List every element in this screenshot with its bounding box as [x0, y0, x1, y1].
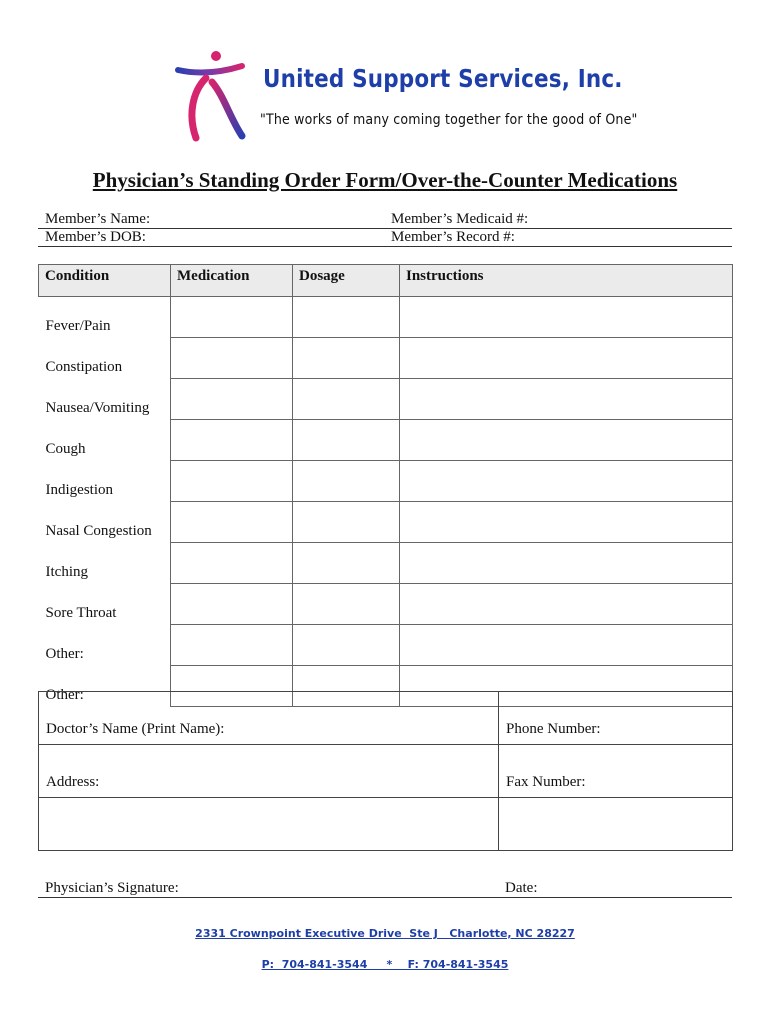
table-row: [39, 543, 733, 584]
medication-cell[interactable]: [171, 543, 293, 584]
condition-cell: Other:: [39, 625, 171, 666]
company-name: United Support Services, Inc.: [263, 64, 623, 93]
doctor-row: [39, 692, 733, 745]
member-dob-label: Member’s DOB:: [45, 229, 146, 245]
dosage-cell[interactable]: [293, 502, 400, 543]
address-field[interactable]: Address:: [39, 745, 499, 798]
doctor-info-table: [38, 691, 733, 851]
dosage-cell[interactable]: [293, 420, 400, 461]
instructions-cell[interactable]: [400, 379, 733, 420]
member-line-2: [38, 246, 732, 247]
table-row: [39, 297, 733, 338]
phone-number-field[interactable]: Phone Number:: [499, 692, 733, 745]
doctor-name-field[interactable]: Doctor’s Name (Print Name):: [39, 692, 499, 745]
condition-cell: Sore Throat: [39, 584, 171, 625]
instructions-cell[interactable]: [400, 625, 733, 666]
table-row: [39, 625, 733, 666]
address-row: [39, 745, 733, 798]
company-logo: [172, 48, 252, 144]
condition-cell: Nausea/Vomiting: [39, 379, 171, 420]
table-row: [39, 461, 733, 502]
signature-line[interactable]: [38, 897, 732, 898]
member-name-label: Member’s Name:: [45, 211, 151, 227]
instructions-cell[interactable]: [400, 420, 733, 461]
medication-cell[interactable]: [171, 461, 293, 502]
dosage-cell[interactable]: [293, 338, 400, 379]
dosage-cell[interactable]: [293, 461, 400, 502]
condition-cell: Nasal Congestion: [39, 502, 171, 543]
header-medication: Medication: [171, 265, 293, 297]
medication-cell[interactable]: [171, 338, 293, 379]
dosage-cell[interactable]: [293, 625, 400, 666]
table-row: [39, 338, 733, 379]
footer-address: 2331 Crownpoint Executive Drive Ste J Charlotte, NC 28227: [195, 927, 575, 940]
blank-field[interactable]: [499, 798, 733, 851]
address-continued-row: [39, 798, 733, 851]
date-label: Date:: [505, 880, 538, 896]
medication-cell[interactable]: [171, 625, 293, 666]
medication-cell[interactable]: [171, 420, 293, 461]
address-continued-field[interactable]: [39, 798, 499, 851]
medication-cell[interactable]: [171, 379, 293, 420]
medication-table-header: [39, 265, 733, 297]
fax-number-field[interactable]: Fax Number:: [499, 745, 733, 798]
dosage-cell[interactable]: [293, 379, 400, 420]
dosage-cell[interactable]: [293, 297, 400, 338]
instructions-cell[interactable]: [400, 543, 733, 584]
physician-signature-label: Physician’s Signature:: [45, 880, 179, 896]
condition-cell: Itching: [39, 543, 171, 584]
condition-cell: Constipation: [39, 338, 171, 379]
instructions-cell[interactable]: [400, 297, 733, 338]
header-instructions: Instructions: [400, 265, 733, 297]
header-dosage: Dosage: [293, 265, 400, 297]
condition-cell: Other:: [39, 666, 171, 707]
dosage-cell[interactable]: [293, 584, 400, 625]
medication-table: [38, 264, 733, 707]
medication-cell[interactable]: [171, 297, 293, 338]
header-condition: Condition: [39, 265, 171, 297]
condition-cell: Fever/Pain: [39, 297, 171, 338]
medication-cell[interactable]: [171, 584, 293, 625]
instructions-cell[interactable]: [400, 338, 733, 379]
condition-cell: Indigestion: [39, 461, 171, 502]
instructions-cell[interactable]: [400, 502, 733, 543]
condition-cell: Cough: [39, 420, 171, 461]
table-row: [39, 502, 733, 543]
dosage-cell[interactable]: [293, 543, 400, 584]
form-title: Physician’s Standing Order Form/Over-the-Counter Medications: [92, 168, 678, 192]
table-row: [39, 584, 733, 625]
table-row: [39, 379, 733, 420]
instructions-cell[interactable]: [400, 584, 733, 625]
table-row: [39, 420, 733, 461]
company-tagline: "The works of many coming together for the good of One": [260, 112, 638, 128]
footer-phone-fax: P: 704-841-3544 * F: 704-841-3545: [261, 958, 509, 971]
instructions-cell[interactable]: [400, 461, 733, 502]
medication-cell[interactable]: [171, 502, 293, 543]
member-medicaid-label: Member’s Medicaid #:: [391, 211, 529, 227]
member-record-label: Member’s Record #:: [391, 229, 515, 245]
